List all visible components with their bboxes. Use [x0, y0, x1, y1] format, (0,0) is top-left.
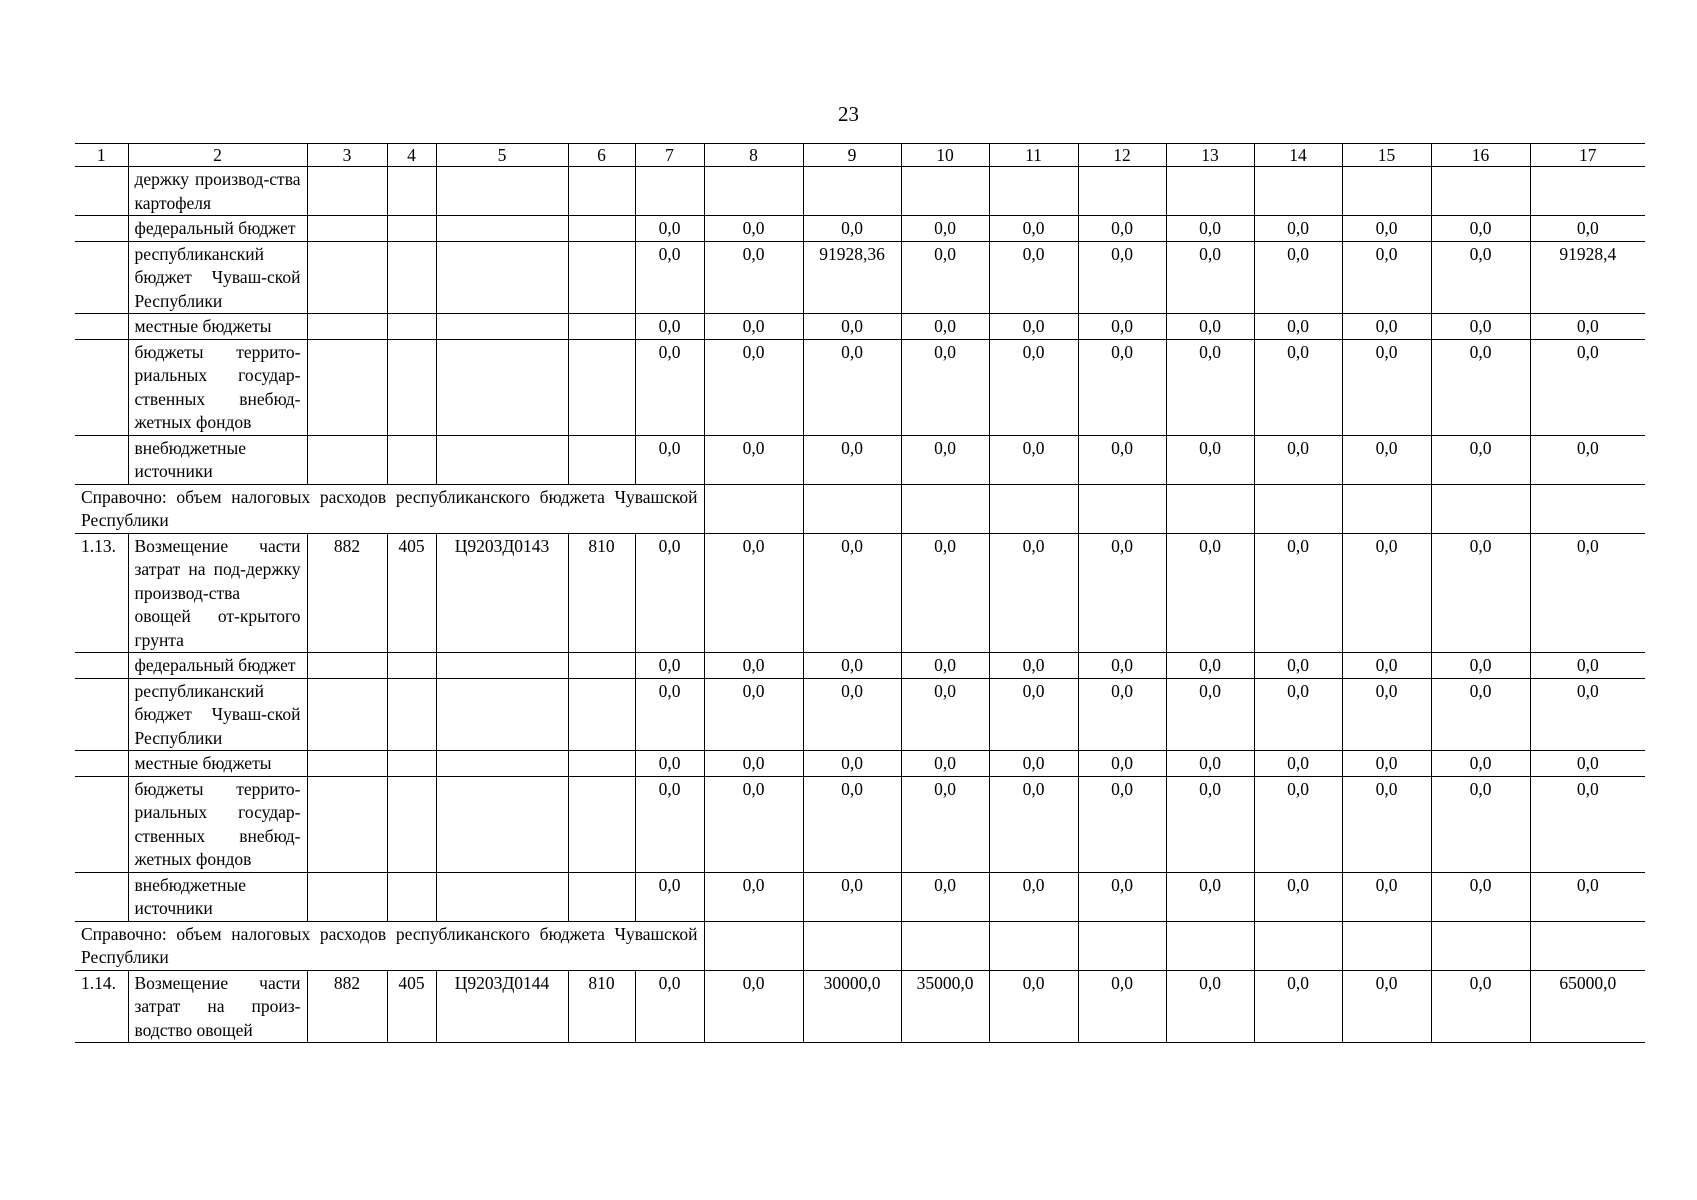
value-cell	[803, 921, 901, 970]
value-cell: 0,0	[901, 776, 989, 872]
value-cell: 0,0	[1342, 216, 1431, 242]
value-cell: 0,0	[1254, 653, 1342, 679]
value-cell: 0,0	[1431, 339, 1530, 435]
value-cell	[1530, 167, 1645, 216]
value-cell: 0,0	[1342, 339, 1431, 435]
cell-c5	[436, 216, 568, 242]
table-row	[75, 970, 1645, 1043]
cell-c3	[307, 435, 387, 484]
column-header: 6	[568, 144, 635, 167]
cell-c4	[387, 435, 436, 484]
value-cell: 0,0	[1530, 216, 1645, 242]
cell-c5: Ц9203Д0143	[436, 533, 568, 653]
cell-c3	[307, 339, 387, 435]
column-header: 17	[1530, 144, 1645, 167]
column-header: 1	[75, 144, 128, 167]
cell-c5	[436, 167, 568, 216]
column-header: 9	[803, 144, 901, 167]
row-index	[75, 776, 128, 872]
value-cell	[803, 167, 901, 216]
value-cell	[1166, 484, 1254, 533]
value-cell: 30000,0	[803, 970, 901, 1043]
value-cell: 0,0	[901, 533, 989, 653]
row-description: держку производ-ства картофеля	[128, 167, 307, 216]
cell-c6	[568, 653, 635, 679]
value-cell: 0,0	[901, 678, 989, 751]
cell-c4	[387, 339, 436, 435]
column-header: 8	[704, 144, 803, 167]
value-cell: 0,0	[803, 533, 901, 653]
value-cell: 0,0	[1342, 678, 1431, 751]
value-cell: 0,0	[704, 435, 803, 484]
value-cell: 0,0	[901, 435, 989, 484]
cell-c3	[307, 653, 387, 679]
table-row	[75, 678, 1645, 751]
row-index	[75, 435, 128, 484]
cell-c6	[568, 339, 635, 435]
cell-c4	[387, 872, 436, 921]
value-cell: 0,0	[1431, 216, 1530, 242]
value-cell: 0,0	[1530, 776, 1645, 872]
value-cell: 0,0	[989, 970, 1078, 1043]
value-cell: 0,0	[1431, 533, 1530, 653]
value-cell: 0,0	[1078, 314, 1166, 340]
value-cell: 0,0	[1166, 241, 1254, 314]
value-cell: 0,0	[803, 872, 901, 921]
value-cell: 0,0	[1530, 435, 1645, 484]
value-cell: 0,0	[803, 314, 901, 340]
value-cell: 0,0	[1431, 678, 1530, 751]
value-cell: 0,0	[1254, 314, 1342, 340]
value-cell: 0,0	[1166, 339, 1254, 435]
value-cell: 0,0	[1431, 970, 1530, 1043]
value-cell: 0,0	[1342, 872, 1431, 921]
value-cell: 0,0	[1254, 872, 1342, 921]
value-cell: 0,0	[989, 653, 1078, 679]
cell-c5	[436, 678, 568, 751]
cell-c4	[387, 653, 436, 679]
cell-c3	[307, 678, 387, 751]
cell-c3: 882	[307, 533, 387, 653]
value-cell: 0,0	[635, 678, 704, 751]
cell-c5	[436, 435, 568, 484]
value-cell: 0,0	[1254, 241, 1342, 314]
table-row	[75, 533, 1645, 653]
cell-c6	[568, 241, 635, 314]
reference-text: Справочно: объем налоговых расходов республиканского бюджета Чувашской Республики	[75, 921, 704, 970]
value-cell: 0,0	[1342, 533, 1431, 653]
value-cell: 0,0	[803, 435, 901, 484]
row-description: бюджеты террито-риальных государ-ственных внебюд-жетных фондов	[128, 776, 307, 872]
value-cell: 0,0	[704, 678, 803, 751]
value-cell: 0,0	[989, 435, 1078, 484]
value-cell: 0,0	[803, 339, 901, 435]
cell-c5: Ц9203Д0144	[436, 970, 568, 1043]
table-row	[75, 339, 1645, 435]
value-cell: 0,0	[901, 653, 989, 679]
table-row	[75, 776, 1645, 872]
value-cell: 0,0	[704, 653, 803, 679]
value-cell: 0,0	[1431, 653, 1530, 679]
value-cell: 0,0	[1254, 435, 1342, 484]
value-cell: 0,0	[1254, 751, 1342, 777]
value-cell: 0,0	[635, 216, 704, 242]
cell-c3	[307, 776, 387, 872]
row-description: местные бюджеты	[128, 751, 307, 777]
value-cell: 0,0	[989, 751, 1078, 777]
value-cell: 0,0	[1078, 970, 1166, 1043]
cell-c4	[387, 314, 436, 340]
value-cell	[704, 484, 803, 533]
value-cell	[901, 484, 989, 533]
cell-c5	[436, 751, 568, 777]
cell-c6	[568, 314, 635, 340]
value-cell: 0,0	[803, 751, 901, 777]
value-cell: 0,0	[704, 339, 803, 435]
column-header: 16	[1431, 144, 1530, 167]
value-cell: 0,0	[635, 751, 704, 777]
column-header: 14	[1254, 144, 1342, 167]
row-description: Возмещение части затрат на произ-водство овощей	[128, 970, 307, 1043]
value-cell	[1078, 921, 1166, 970]
value-cell	[1254, 921, 1342, 970]
row-index	[75, 314, 128, 340]
cell-c5	[436, 653, 568, 679]
cell-c5	[436, 241, 568, 314]
header-row	[75, 144, 1645, 167]
value-cell: 0,0	[1431, 435, 1530, 484]
value-cell: 0,0	[1254, 339, 1342, 435]
cell-c4	[387, 776, 436, 872]
value-cell	[1530, 921, 1645, 970]
value-cell: 0,0	[1254, 216, 1342, 242]
value-cell: 0,0	[1342, 970, 1431, 1043]
row-index	[75, 339, 128, 435]
value-cell	[635, 167, 704, 216]
column-header: 11	[989, 144, 1078, 167]
value-cell: 0,0	[1431, 314, 1530, 340]
value-cell	[803, 484, 901, 533]
value-cell: 0,0	[635, 314, 704, 340]
value-cell: 0,0	[803, 776, 901, 872]
column-header: 4	[387, 144, 436, 167]
cell-c4	[387, 216, 436, 242]
value-cell: 0,0	[1342, 653, 1431, 679]
value-cell: 0,0	[901, 751, 989, 777]
row-description: бюджеты террито-риальных государ-ственных внебюд-жетных фондов	[128, 339, 307, 435]
value-cell: 0,0	[1342, 751, 1431, 777]
value-cell: 0,0	[1166, 776, 1254, 872]
row-description: федеральный бюджет	[128, 216, 307, 242]
value-cell: 0,0	[635, 872, 704, 921]
cell-c3	[307, 241, 387, 314]
row-index: 1.14.	[75, 970, 128, 1043]
value-cell: 0,0	[989, 678, 1078, 751]
value-cell: 0,0	[1166, 314, 1254, 340]
cell-c6: 810	[568, 533, 635, 653]
row-index	[75, 751, 128, 777]
value-cell: 0,0	[1431, 872, 1530, 921]
value-cell: 0,0	[635, 776, 704, 872]
row-index	[75, 678, 128, 751]
cell-c4	[387, 678, 436, 751]
table-row	[75, 751, 1645, 777]
cell-c3: 882	[307, 970, 387, 1043]
column-header: 12	[1078, 144, 1166, 167]
value-cell: 0,0	[901, 872, 989, 921]
value-cell: 0,0	[635, 339, 704, 435]
cell-c6	[568, 872, 635, 921]
value-cell: 0,0	[1078, 216, 1166, 242]
value-cell: 0,0	[704, 776, 803, 872]
value-cell	[1166, 921, 1254, 970]
value-cell: 0,0	[1078, 435, 1166, 484]
value-cell	[1078, 167, 1166, 216]
cell-c6	[568, 435, 635, 484]
value-cell: 0,0	[635, 970, 704, 1043]
value-cell: 0,0	[1530, 339, 1645, 435]
value-cell: 0,0	[803, 653, 901, 679]
row-index	[75, 241, 128, 314]
row-index	[75, 167, 128, 216]
column-header: 10	[901, 144, 989, 167]
value-cell: 0,0	[1078, 241, 1166, 314]
value-cell: 0,0	[1078, 533, 1166, 653]
cell-c5	[436, 314, 568, 340]
cell-c6	[568, 751, 635, 777]
value-cell	[1431, 167, 1530, 216]
value-cell: 0,0	[1254, 533, 1342, 653]
value-cell: 0,0	[704, 216, 803, 242]
value-cell: 0,0	[704, 533, 803, 653]
value-cell: 0,0	[1166, 872, 1254, 921]
cell-c6	[568, 216, 635, 242]
value-cell: 0,0	[989, 314, 1078, 340]
value-cell: 0,0	[1166, 653, 1254, 679]
value-cell	[901, 167, 989, 216]
value-cell: 0,0	[1166, 970, 1254, 1043]
row-index	[75, 872, 128, 921]
cell-c6	[568, 167, 635, 216]
value-cell: 0,0	[1342, 435, 1431, 484]
value-cell: 0,0	[635, 435, 704, 484]
row-description: республиканский бюджет Чуваш-ской Республики	[128, 678, 307, 751]
value-cell	[1078, 484, 1166, 533]
value-cell: 0,0	[1254, 678, 1342, 751]
column-header: 3	[307, 144, 387, 167]
value-cell: 0,0	[1166, 678, 1254, 751]
cell-c3	[307, 314, 387, 340]
value-cell: 0,0	[1431, 776, 1530, 872]
value-cell: 0,0	[1166, 751, 1254, 777]
value-cell: 0,0	[635, 241, 704, 314]
value-cell	[1431, 921, 1530, 970]
reference-row	[75, 921, 1645, 970]
row-index	[75, 653, 128, 679]
cell-c3	[307, 872, 387, 921]
value-cell	[1254, 484, 1342, 533]
value-cell: 0,0	[989, 216, 1078, 242]
cell-c3	[307, 751, 387, 777]
value-cell: 0,0	[1078, 653, 1166, 679]
value-cell: 0,0	[803, 216, 901, 242]
column-header: 2	[128, 144, 307, 167]
column-header: 15	[1342, 144, 1431, 167]
cell-c4: 405	[387, 970, 436, 1043]
row-description: республиканский бюджет Чуваш-ской Республики	[128, 241, 307, 314]
table-body	[75, 167, 1645, 1043]
cell-c4	[387, 241, 436, 314]
reference-text: Справочно: объем налоговых расходов республиканского бюджета Чувашской Республики	[75, 484, 704, 533]
value-cell: 0,0	[704, 970, 803, 1043]
cell-c6	[568, 678, 635, 751]
value-cell: 0,0	[1254, 970, 1342, 1043]
row-description: федеральный бюджет	[128, 653, 307, 679]
table-row	[75, 241, 1645, 314]
value-cell: 0,0	[1254, 776, 1342, 872]
value-cell: 0,0	[989, 241, 1078, 314]
value-cell: 0,0	[1078, 872, 1166, 921]
value-cell: 0,0	[1530, 314, 1645, 340]
value-cell: 0,0	[901, 241, 989, 314]
value-cell: 0,0	[989, 339, 1078, 435]
value-cell: 0,0	[989, 872, 1078, 921]
cell-c5	[436, 339, 568, 435]
value-cell: 0,0	[1342, 776, 1431, 872]
value-cell: 0,0	[1078, 339, 1166, 435]
row-index	[75, 216, 128, 242]
value-cell: 0,0	[901, 339, 989, 435]
value-cell: 0,0	[704, 314, 803, 340]
value-cell: 91928,36	[803, 241, 901, 314]
value-cell	[1342, 921, 1431, 970]
value-cell	[1342, 484, 1431, 533]
value-cell: 0,0	[1078, 776, 1166, 872]
cell-c3	[307, 167, 387, 216]
row-description: местные бюджеты	[128, 314, 307, 340]
value-cell: 0,0	[1166, 435, 1254, 484]
column-header: 13	[1166, 144, 1254, 167]
reference-row	[75, 484, 1645, 533]
value-cell: 0,0	[704, 241, 803, 314]
value-cell: 91928,4	[1530, 241, 1645, 314]
value-cell	[704, 167, 803, 216]
value-cell: 0,0	[704, 872, 803, 921]
value-cell: 0,0	[803, 678, 901, 751]
table-row	[75, 653, 1645, 679]
table-row	[75, 435, 1645, 484]
table-header	[75, 144, 1645, 167]
value-cell: 0,0	[635, 533, 704, 653]
cell-c4	[387, 751, 436, 777]
value-cell	[989, 484, 1078, 533]
row-description: внебюджетные источники	[128, 872, 307, 921]
table-row	[75, 216, 1645, 242]
value-cell: 0,0	[1166, 216, 1254, 242]
column-header: 7	[635, 144, 704, 167]
value-cell: 0,0	[1342, 241, 1431, 314]
value-cell: 0,0	[901, 216, 989, 242]
value-cell: 0,0	[1530, 653, 1645, 679]
value-cell: 0,0	[1530, 751, 1645, 777]
row-index: 1.13.	[75, 533, 128, 653]
value-cell	[1530, 484, 1645, 533]
cell-c4	[387, 167, 436, 216]
row-description: внебюджетные источники	[128, 435, 307, 484]
value-cell: 0,0	[901, 314, 989, 340]
value-cell: 0,0	[1530, 678, 1645, 751]
value-cell	[989, 167, 1078, 216]
table-row	[75, 872, 1645, 921]
cell-c4: 405	[387, 533, 436, 653]
value-cell: 0,0	[1166, 533, 1254, 653]
value-cell: 0,0	[635, 653, 704, 679]
value-cell: 0,0	[989, 533, 1078, 653]
value-cell: 35000,0	[901, 970, 989, 1043]
column-header: 5	[436, 144, 568, 167]
cell-c6: 810	[568, 970, 635, 1043]
value-cell: 0,0	[1342, 314, 1431, 340]
cell-c5	[436, 776, 568, 872]
value-cell: 0,0	[1431, 751, 1530, 777]
page-number: 23	[838, 102, 859, 126]
value-cell: 0,0	[1431, 241, 1530, 314]
value-cell	[704, 921, 803, 970]
value-cell: 0,0	[1530, 872, 1645, 921]
value-cell	[1342, 167, 1431, 216]
budget-table	[75, 143, 1645, 1043]
value-cell: 0,0	[1078, 751, 1166, 777]
value-cell	[1431, 484, 1530, 533]
value-cell: 0,0	[989, 776, 1078, 872]
value-cell: 0,0	[704, 751, 803, 777]
table-row	[75, 314, 1645, 340]
value-cell	[1166, 167, 1254, 216]
value-cell: 65000,0	[1530, 970, 1645, 1043]
value-cell	[901, 921, 989, 970]
table-row	[75, 167, 1645, 216]
value-cell	[1254, 167, 1342, 216]
cell-c3	[307, 216, 387, 242]
value-cell: 0,0	[1078, 678, 1166, 751]
cell-c6	[568, 776, 635, 872]
value-cell	[989, 921, 1078, 970]
value-cell: 0,0	[1530, 533, 1645, 653]
row-description: Возмещение части затрат на под-держку производ-ства овощей от-крытого грунта	[128, 533, 307, 653]
cell-c5	[436, 872, 568, 921]
